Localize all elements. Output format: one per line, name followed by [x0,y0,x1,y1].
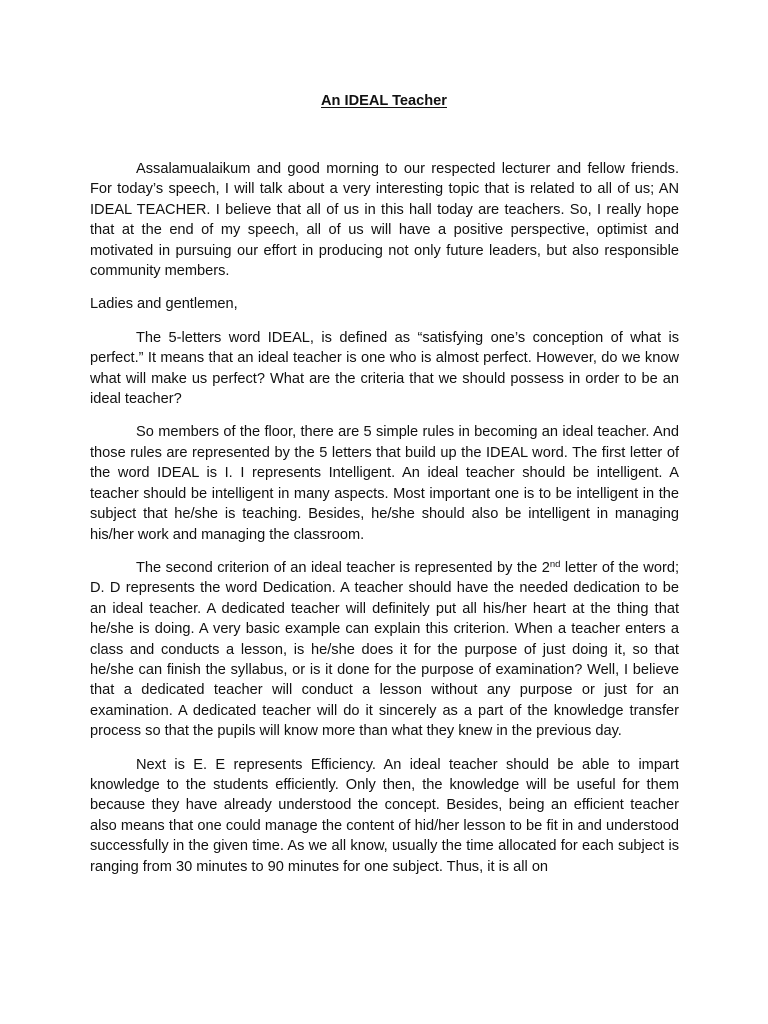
document-body [90,159,679,877]
paragraph-greeting: Assalamualaikum and good morning to our respected lecturer and fellow friends. For today’s speech, I will talk about a very interesting topic that is related to all of us; AN IDEAL TEACHER. I believe that all of us in this hall today are teachers. So, I really hope that at the end of my speech, all of us will have a positive perspective, optimist and motivated in pursuing our effort in producing not only future leaders, but also responsible community members. [90,161,679,280]
paragraph-dedication-rest: letter of the word; D. D represents the word Dedication. A teacher should have the needed dedication to be an ideal teacher. A dedicated teacher will definitely put all his/her heart at the thing that he/she is doing. A very basic example can explain this criterion. When a teacher enters a class and conducts a lesson, is he/she does it for the purpose of just doing it, so that he/she can finish the syllabus, or is it done for the purpose of examination? Well, I believe that a dedicated teacher will conduct a lesson without any purpose or just for an examination. A dedicated teacher will do it sincerely as a part of the knowledge transfer process so that the pupils will know more than what they knew in the previous day. [90,559,679,740]
document-title: An IDEAL Teacher [321,93,447,109]
paragraph-dedication-start: The second criterion of an ideal teacher is represented by the 2 [136,559,550,576]
paragraph-efficiency: Next is E. E represents Efficiency. An ideal teacher should be able to impart knowledge to the students efficiently. Only then, the knowledge will be useful for them because they have already understood the concept. Besides, being an efficient teacher also means that one could manage the content of hid/her lesson to be fit in and understood successfully in the given time. As we all know, usually the time allocated for each subject is ranging from 30 minutes to 90 minutes for one subject. Thus, it is all on [90,756,679,875]
paragraph-salutation: Ladies and gentlemen, [90,296,238,313]
paragraph-definition: The 5-letters word IDEAL, is defined as “satisfying one’s conception of what is perfect.” It means that an ideal teacher is one who is almost perfect. However, do we know what will make us perfect? What are the criteria that we should possess in order to be an ideal teacher? [90,329,679,408]
paragraph-intelligent: So members of the floor, there are 5 simple rules in becoming an ideal teacher. And those rules are represented by the 5 letters that build up the IDEAL word. The first letter of the word IDEAL is I. I represents Intelligent. An ideal teacher should be intelligent. A teacher should be intelligent in many aspects. Most important one is to be intelligent in the subject that he/she is teaching. Besides, he/she should also be intelligent in managing his/her work and managing the classroom. [90,424,679,543]
ordinal-superscript: nd [549,558,561,570]
paragraph-dedication [90,558,679,742]
